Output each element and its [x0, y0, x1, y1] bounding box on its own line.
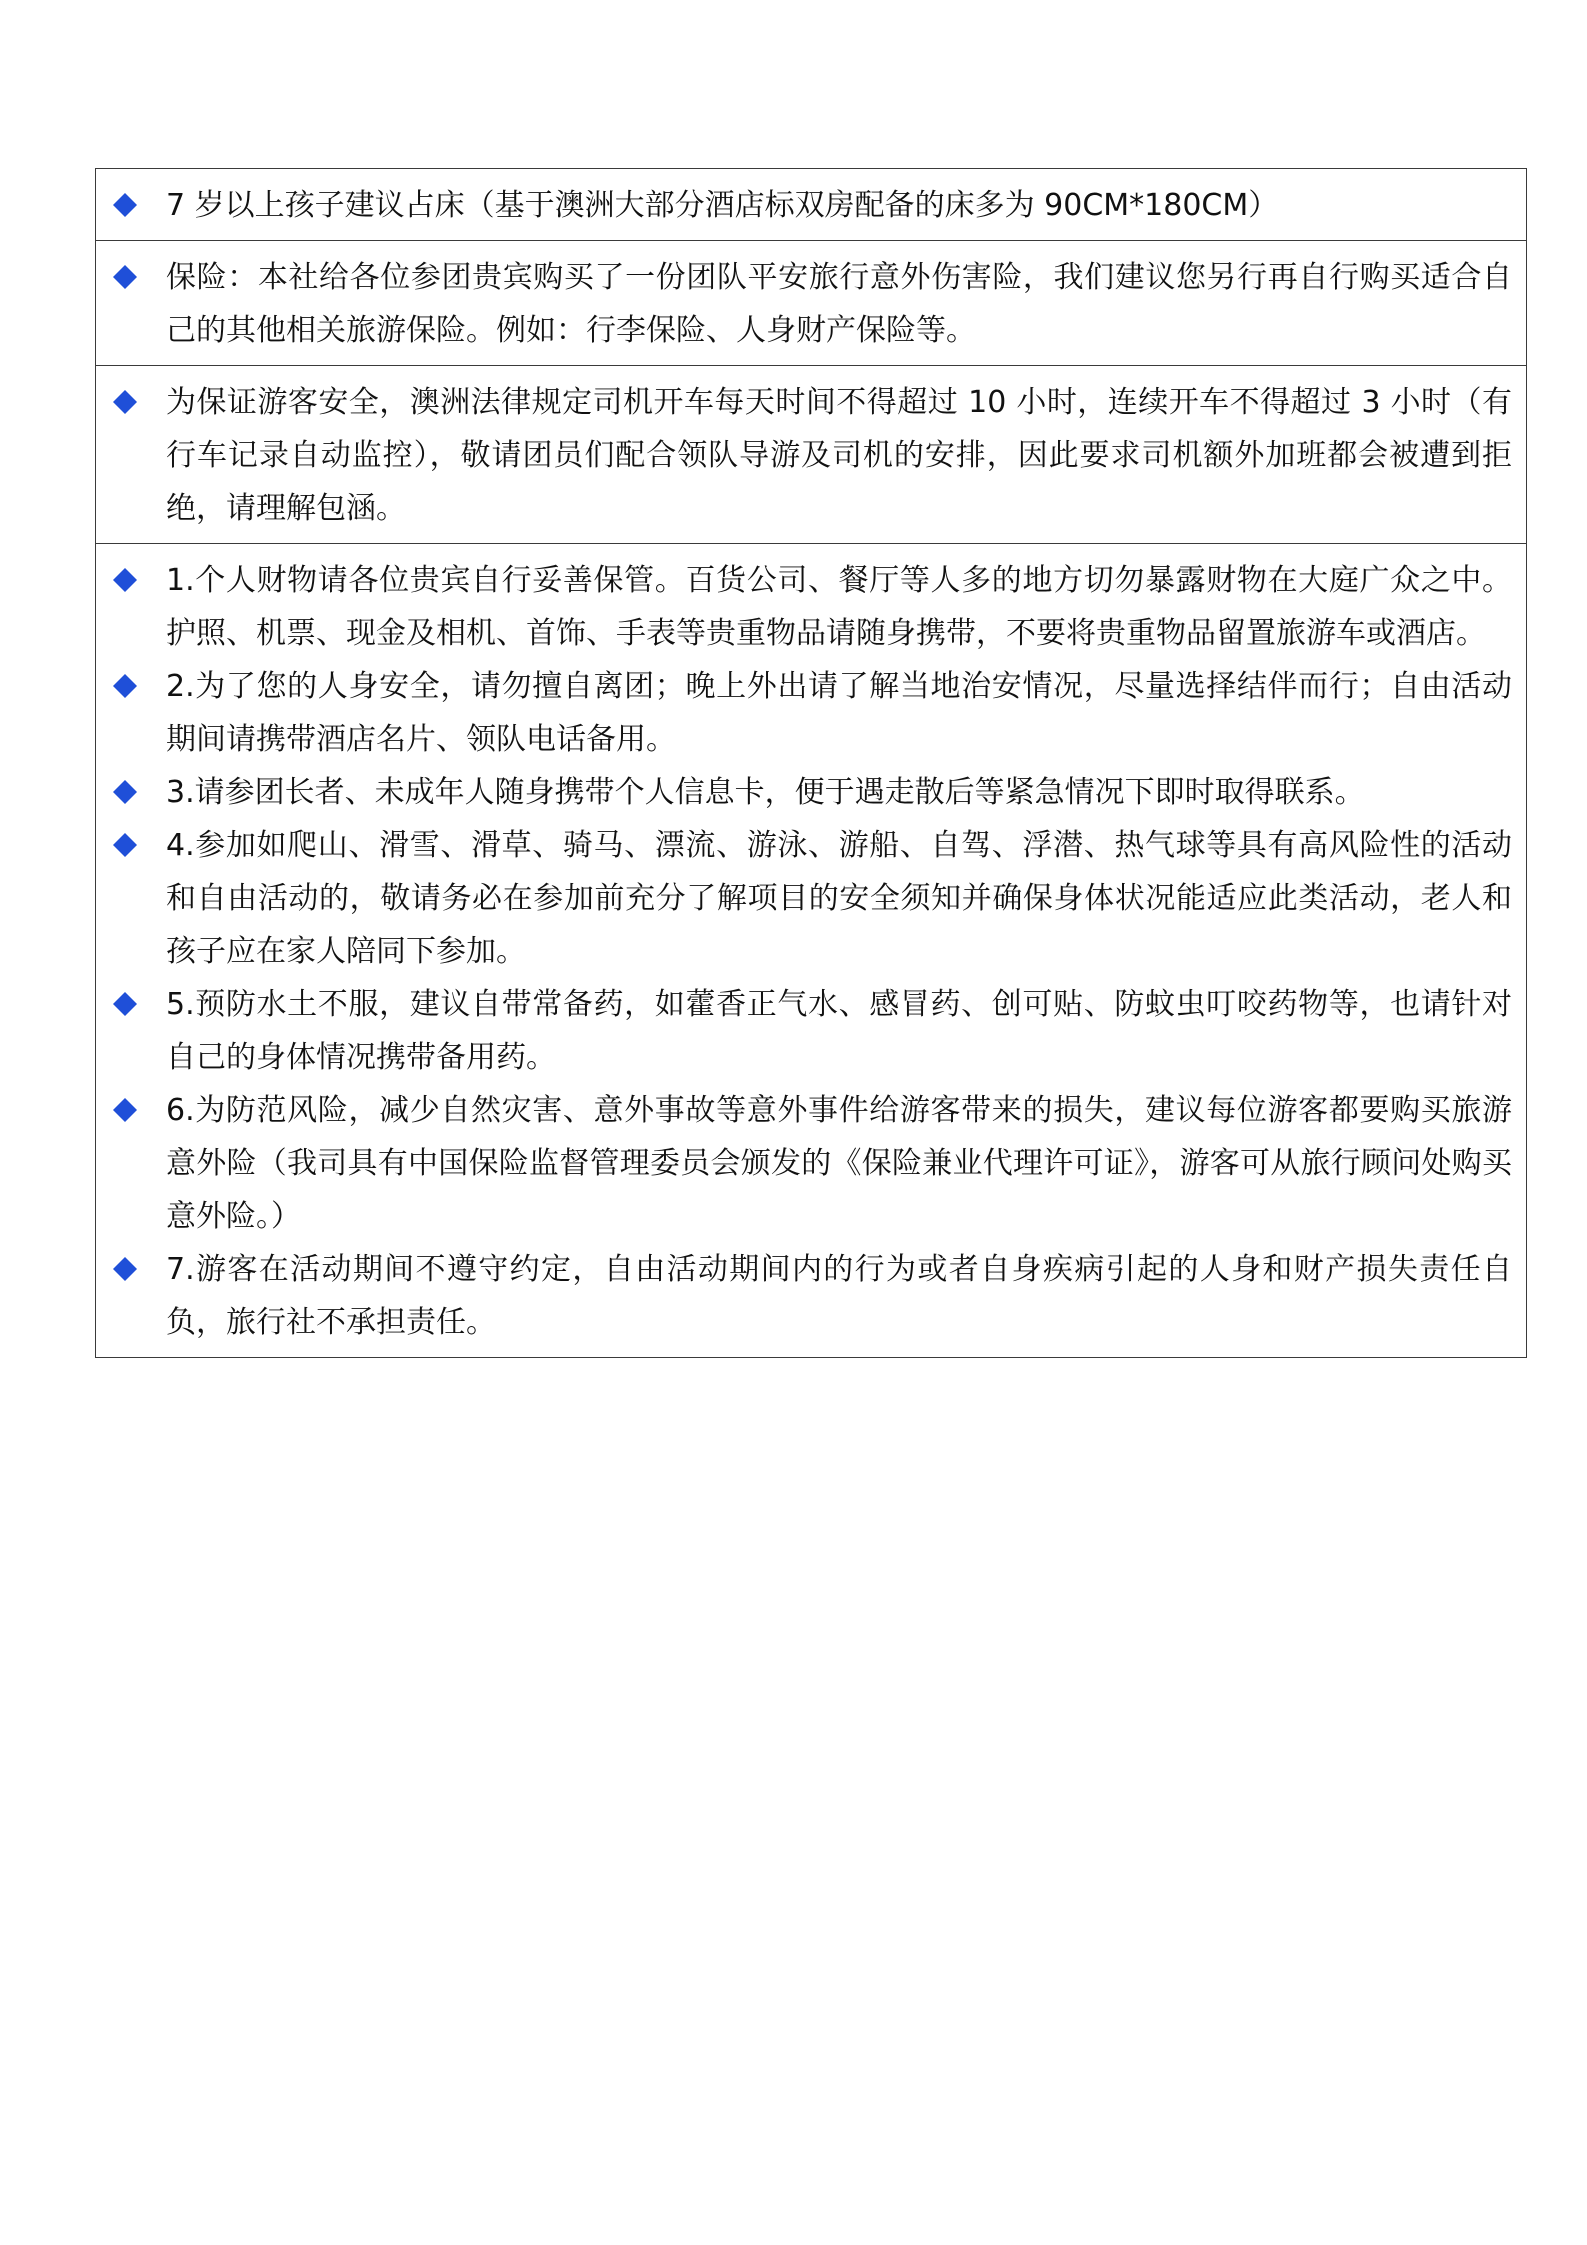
notice-section: [96, 365, 1526, 543]
notice-item: [96, 766, 1526, 819]
notice-section: [96, 240, 1526, 365]
notice-item: [96, 1243, 1526, 1349]
notice-item-text: 为保证游客安全，澳洲法律规定司机开车每天时间不得超过 10 小时，连续开车不得超过 3 小时（有行车记录自动监控），敬请团员们配合领队导游及司机的安排，因此要求司机额外加班都会被遭到拒绝，请理解包涵。: [166, 385, 1512, 526]
notice-item-text: 保险：本社给各位参团贵宾购买了一份团队平安旅行意外伤害险，我们建议您另行再自行购买适合自己的其他相关旅游保险。例如：行李保险、人身财产保险等。: [166, 260, 1512, 348]
notice-item: [96, 554, 1526, 660]
notice-item-text: 4.参加如爬山、滑雪、滑草、骑马、漂流、游泳、游船、自驾、浮潜、热气球等具有高风险性的活动和自由活动的，敬请务必在参加前充分了解项目的安全须知并确保身体状况能适应此类活动，老人和孩子应在家人陪同下参加。: [166, 828, 1512, 969]
blue-diamond-icon: [112, 389, 138, 415]
notice-item: [96, 660, 1526, 766]
notice-item: [96, 819, 1526, 978]
notice-item: [96, 251, 1526, 357]
notice-item: [96, 1084, 1526, 1243]
notice-section: [96, 169, 1526, 240]
blue-diamond-icon: [112, 779, 138, 805]
notice-item: [96, 179, 1526, 232]
blue-diamond-icon: [112, 1097, 138, 1123]
blue-diamond-icon: [112, 673, 138, 699]
notice-item: [96, 376, 1526, 535]
blue-diamond-icon: [112, 192, 138, 218]
notice-table: [95, 168, 1527, 1358]
notice-item: [96, 978, 1526, 1084]
notice-section: [96, 543, 1526, 1357]
blue-diamond-icon: [112, 264, 138, 290]
notice-item-text: 1.个人财物请各位贵宾自行妥善保管。百货公司、餐厅等人多的地方切勿暴露财物在大庭广众之中。护照、机票、现金及相机、首饰、手表等贵重物品请随身携带，不要将贵重物品留置旅游车或酒店。: [166, 563, 1512, 651]
notice-item-text: 5.预防水土不服，建议自带常备药，如藿香正气水、感冒药、创可贴、防蚊虫叮咬药物等，也请针对自己的身体情况携带备用药。: [166, 987, 1512, 1075]
blue-diamond-icon: [112, 991, 138, 1017]
notice-item-text: 2.为了您的人身安全，请勿擅自离团；晚上外出请了解当地治安情况，尽量选择结伴而行；自由活动期间请携带酒店名片、领队电话备用。: [166, 669, 1512, 757]
notice-item-text: 7.游客在活动期间不遵守约定，自由活动期间内的行为或者自身疾病引起的人身和财产损失责任自负，旅行社不承担责任。: [166, 1252, 1512, 1340]
blue-diamond-icon: [112, 832, 138, 858]
blue-diamond-icon: [112, 1256, 138, 1282]
blue-diamond-icon: [112, 567, 138, 593]
notice-item-text: 6.为防范风险，减少自然灾害、意外事故等意外事件给游客带来的损失，建议每位游客都要购买旅游意外险（我司具有中国保险监督管理委员会颁发的《保险兼业代理许可证》，游客可从旅行顾问处购买意外险。）: [166, 1093, 1512, 1234]
notice-item-text: 3.请参团长者、未成年人随身携带个人信息卡，便于遇走散后等紧急情况下即时取得联系。: [166, 775, 1365, 810]
notice-item-text: 7 岁以上孩子建议占床（基于澳洲大部分酒店标双房配备的床多为 90CM*180CM）: [166, 188, 1279, 223]
